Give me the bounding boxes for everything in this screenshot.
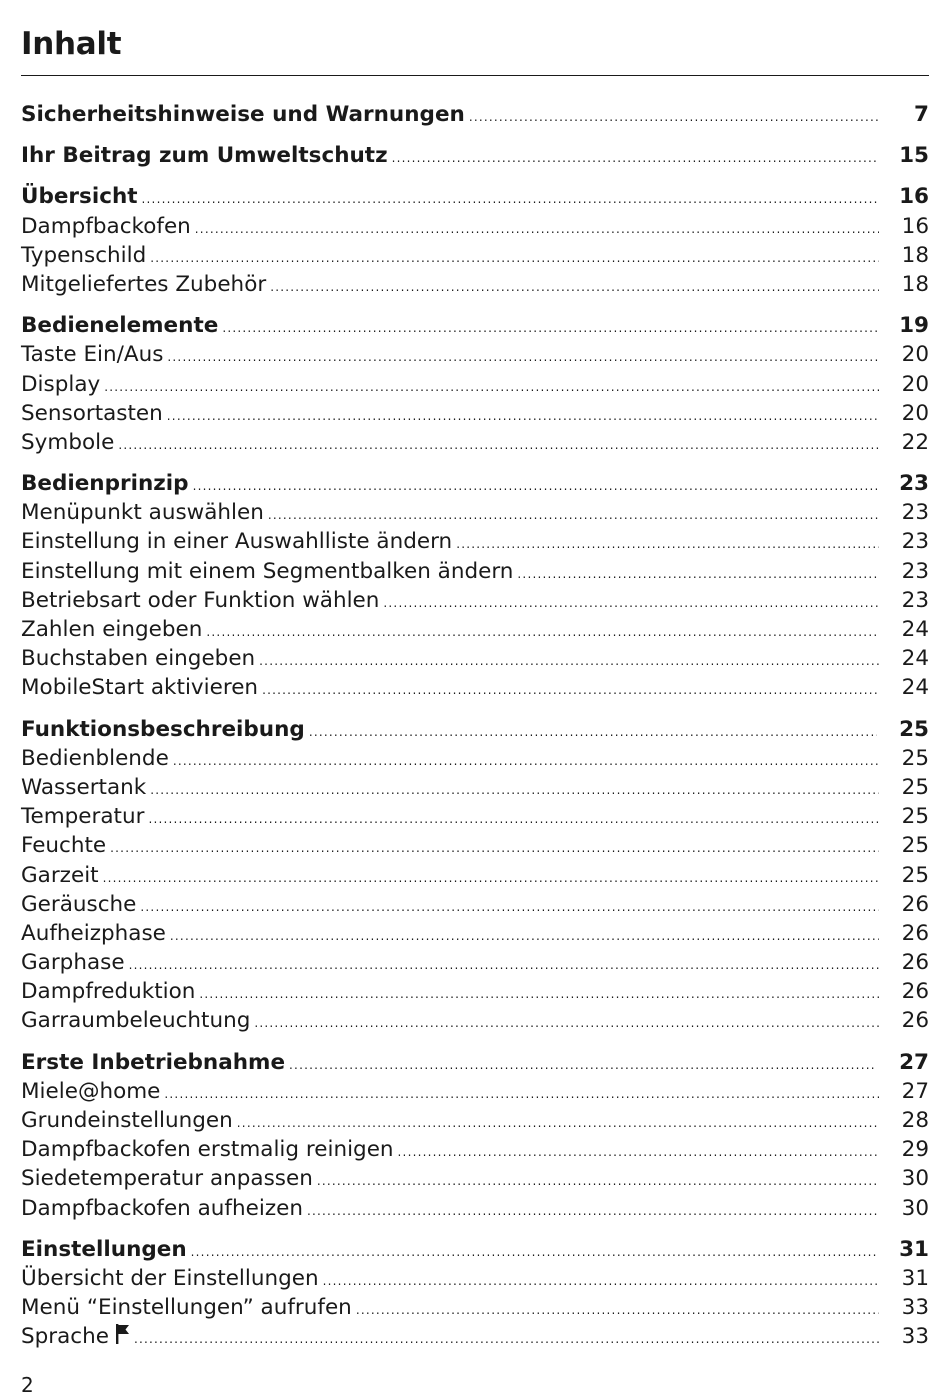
toc-entry-label xyxy=(21,1235,191,1264)
toc-page-number: 23 xyxy=(901,587,929,613)
leader-dots xyxy=(118,431,879,460)
leader-dots xyxy=(237,1109,879,1138)
toc-entry-label xyxy=(21,861,103,890)
toc-page-number: 27 xyxy=(901,1078,929,1104)
toc-page-number: 25 xyxy=(901,833,929,859)
toc-entry[interactable] xyxy=(21,744,929,773)
toc-entry-label xyxy=(21,644,259,673)
toc-page-number: 25 xyxy=(899,716,929,742)
leader-dots xyxy=(140,893,879,922)
leader-dots xyxy=(104,373,879,402)
page-number: 2 xyxy=(21,1373,34,1397)
leader-dots xyxy=(173,747,879,776)
toc-entry-text: Geräusche xyxy=(21,891,137,917)
leader-dots xyxy=(206,618,879,647)
leader-dots xyxy=(469,103,879,132)
leader-dots xyxy=(289,1051,877,1080)
toc-entry-label xyxy=(21,527,456,556)
toc-entry-text: Sprache xyxy=(21,1324,109,1350)
toc-entry-text: Dampfbackofen erstmalig reinigen xyxy=(21,1137,394,1163)
toc-entry-text: MobileStart aktivieren xyxy=(21,675,259,701)
toc-entry-label xyxy=(21,182,142,211)
toc-page-number: 25 xyxy=(901,745,929,771)
toc-section xyxy=(21,1048,929,1223)
toc-entry[interactable] xyxy=(21,1006,929,1035)
toc-entry-label xyxy=(21,890,140,919)
leader-dots xyxy=(167,402,879,431)
toc-section xyxy=(21,311,929,457)
toc-page-number: 29 xyxy=(901,1137,929,1163)
toc-entry[interactable] xyxy=(21,919,929,948)
toc-entry-text: Temperatur xyxy=(21,804,145,830)
toc-entry-text: Ihr Beitrag zum Umweltschutz xyxy=(21,143,388,169)
leader-dots xyxy=(150,244,879,273)
toc-entry-label xyxy=(21,773,150,802)
toc-entry-text: Funktionsbeschreibung xyxy=(21,716,305,742)
toc-entry[interactable] xyxy=(21,527,929,556)
leader-dots xyxy=(110,834,879,863)
toc-entry-label xyxy=(21,469,193,498)
toc-page-number: 33 xyxy=(901,1295,929,1321)
toc-page-number: 28 xyxy=(901,1108,929,1133)
toc-entry[interactable] xyxy=(21,428,929,457)
toc-entry-label xyxy=(21,744,173,773)
toc-page-number: 31 xyxy=(899,1236,929,1262)
leader-dots xyxy=(383,589,879,618)
toc-entry[interactable] xyxy=(21,802,929,831)
toc-entry-text: Betriebsart oder Funktion wählen xyxy=(21,587,380,613)
toc-page-number: 31 xyxy=(901,1265,929,1291)
toc-page-number: 18 xyxy=(901,242,929,268)
leader-dots xyxy=(398,1138,879,1167)
toc-page-number: 23 xyxy=(901,529,929,555)
leader-dots xyxy=(195,215,879,244)
toc-entry-label xyxy=(21,1077,164,1106)
toc-entry-text: Miele@home xyxy=(21,1078,161,1104)
toc-entry[interactable] xyxy=(21,615,929,644)
toc-page-number: 19 xyxy=(899,313,929,339)
toc-entry-label xyxy=(21,1106,237,1135)
toc-entry[interactable] xyxy=(21,399,929,428)
toc-entry-text: Garzeit xyxy=(21,862,99,888)
toc-page-number: 15 xyxy=(899,143,929,169)
toc-entry[interactable] xyxy=(21,498,929,527)
toc-entry-label xyxy=(21,1135,398,1164)
toc-entry-text: Sensortasten xyxy=(21,400,163,426)
toc-entry-text: Menüpunkt auswählen xyxy=(21,500,264,526)
toc-page-number: 30 xyxy=(901,1166,929,1192)
leader-dots xyxy=(148,805,879,834)
toc-entry-label xyxy=(21,340,167,369)
toc-entry-text: Feuchte xyxy=(21,833,107,859)
toc-entry-label xyxy=(21,498,268,527)
toc-entry[interactable] xyxy=(21,370,929,399)
toc-entry-label xyxy=(21,212,195,241)
toc-entry-label xyxy=(21,399,167,428)
toc-entry-label xyxy=(21,615,206,644)
leader-dots xyxy=(268,501,879,530)
leader-dots xyxy=(129,951,879,980)
toc-entry-label xyxy=(21,428,118,457)
leader-dots xyxy=(134,1325,879,1354)
toc-entry-text: Mitgeliefertes Zubehör xyxy=(21,271,267,297)
toc-page-number: 25 xyxy=(901,804,929,830)
toc-entry-text: Display xyxy=(21,371,101,397)
toc-page-number: 23 xyxy=(901,500,929,526)
leader-dots xyxy=(517,560,879,589)
toc-entry-text: Dampfreduktion xyxy=(21,979,196,1005)
toc-entry-text: Erste Inbetriebnahme xyxy=(21,1049,286,1075)
toc-entry-label xyxy=(21,586,383,615)
toc-entry[interactable] xyxy=(21,1106,929,1135)
toc-entry-label xyxy=(21,1322,134,1353)
leader-dots xyxy=(456,530,879,559)
toc-page-number: 25 xyxy=(901,774,929,800)
toc-section-heading[interactable] xyxy=(21,1048,929,1077)
toc-entry-text: Aufheizphase xyxy=(21,920,166,946)
toc-section-heading[interactable] xyxy=(21,141,929,170)
toc-page-number: 16 xyxy=(901,213,929,239)
toc-entry-label xyxy=(21,1006,254,1035)
toc-entry-label xyxy=(21,1048,289,1077)
toc-entry-label xyxy=(21,1264,323,1293)
toc-page-number: 22 xyxy=(901,429,929,455)
toc-page-number: 30 xyxy=(901,1195,929,1221)
toc-entry-label xyxy=(21,715,309,744)
page-title: Inhalt xyxy=(21,26,122,62)
toc-entry-text: Dampfbackofen aufheizen xyxy=(21,1195,303,1221)
toc-page-number: 24 xyxy=(901,646,929,672)
leader-dots xyxy=(307,1197,879,1226)
toc-entry-text: Buchstaben eingeben xyxy=(21,646,256,672)
toc-section xyxy=(21,182,929,299)
toc-entry[interactable] xyxy=(21,1264,929,1293)
toc-entry[interactable] xyxy=(21,270,929,299)
toc-page-number: 26 xyxy=(901,950,929,976)
toc-entry[interactable] xyxy=(21,831,929,860)
toc-entry-text: Einstellung mit einem Segmentbalken ändern xyxy=(21,558,514,584)
toc-entry[interactable] xyxy=(21,644,929,673)
table-of-contents xyxy=(21,100,929,1364)
toc-page-number: 20 xyxy=(901,400,929,426)
toc-entry-label xyxy=(21,311,222,340)
toc-entry-text: Sicherheitshinweise und Warnungen xyxy=(21,102,465,127)
leader-dots xyxy=(259,647,879,676)
toc-entry-text: Übersicht xyxy=(21,184,138,210)
toc-page-number: 23 xyxy=(899,471,929,497)
toc-entry-text: Bedienprinzip xyxy=(21,471,189,497)
leader-dots xyxy=(191,1238,877,1267)
leader-dots xyxy=(270,273,879,302)
toc-entry-text: Taste Ein/Aus xyxy=(21,342,164,368)
toc-entry[interactable] xyxy=(21,241,929,270)
toc-entry-label xyxy=(21,141,392,170)
toc-entry[interactable] xyxy=(21,1322,929,1351)
leader-dots xyxy=(150,776,879,805)
toc-entry-text: Einstellung in einer Auswahlliste ändern xyxy=(21,529,453,555)
toc-section xyxy=(21,469,929,703)
toc-entry-text: Einstellungen xyxy=(21,1236,187,1262)
toc-entry-label xyxy=(21,370,104,399)
toc-entry-text: Dampfbackofen xyxy=(21,213,191,239)
leader-dots xyxy=(309,718,877,747)
toc-entry[interactable] xyxy=(21,1135,929,1164)
toc-page-number: 18 xyxy=(901,271,929,297)
toc-entry-label xyxy=(21,100,469,129)
toc-section-heading[interactable] xyxy=(21,100,929,129)
toc-entry-label xyxy=(21,831,110,860)
toc-section xyxy=(21,1235,929,1352)
toc-section-heading[interactable] xyxy=(21,715,929,744)
toc-page-number: 23 xyxy=(901,558,929,584)
toc-entry-label xyxy=(21,1164,317,1193)
toc-entry-text: Zahlen eingeben xyxy=(21,617,203,642)
toc-entry-text: Bedienblende xyxy=(21,745,169,771)
toc-entry-label xyxy=(21,802,148,831)
toc-page-number: 16 xyxy=(899,184,929,210)
toc-entry-label xyxy=(21,1293,356,1322)
toc-page-number: 33 xyxy=(901,1324,929,1350)
toc-page-number: 20 xyxy=(901,371,929,397)
leader-dots xyxy=(193,472,878,501)
toc-entry-text: Wassertank xyxy=(21,774,147,800)
toc-entry[interactable] xyxy=(21,861,929,890)
toc-section-heading[interactable] xyxy=(21,182,929,211)
leader-dots xyxy=(262,676,879,705)
toc-page-number: 24 xyxy=(901,617,929,642)
flag-icon xyxy=(115,1323,130,1353)
toc-page-number: 26 xyxy=(901,891,929,917)
toc-entry-text: Garraumbeleuchtung xyxy=(21,1008,251,1034)
toc-entry-text: Menü “Einstellungen” aufrufen xyxy=(21,1295,352,1321)
leader-dots xyxy=(323,1267,879,1296)
toc-entry[interactable] xyxy=(21,1077,929,1106)
toc-entry-text: Bedienelemente xyxy=(21,313,219,339)
leader-dots xyxy=(103,864,879,893)
leader-dots xyxy=(167,343,879,372)
toc-page-number: 25 xyxy=(901,862,929,888)
toc-entry-label xyxy=(21,977,199,1006)
leader-dots xyxy=(164,1080,879,1109)
toc-entry[interactable] xyxy=(21,586,929,615)
toc-entry[interactable] xyxy=(21,1293,929,1322)
title-divider xyxy=(21,75,929,76)
toc-section xyxy=(21,715,929,1036)
toc-entry-label xyxy=(21,919,170,948)
toc-entry[interactable] xyxy=(21,673,929,702)
toc-entry[interactable] xyxy=(21,977,929,1006)
leader-dots xyxy=(317,1167,879,1196)
toc-section xyxy=(21,141,929,170)
toc-section xyxy=(21,100,929,129)
toc-entry[interactable] xyxy=(21,1164,929,1193)
toc-entry-text: Symbole xyxy=(21,429,115,455)
toc-page-number: 26 xyxy=(901,1008,929,1034)
toc-entry-text: Grundeinstellungen xyxy=(21,1108,233,1133)
toc-section-heading[interactable] xyxy=(21,469,929,498)
toc-entry-text: Garphase xyxy=(21,950,125,976)
toc-entry-label xyxy=(21,948,129,977)
toc-page-number: 24 xyxy=(901,675,929,701)
leader-dots xyxy=(254,1009,879,1038)
toc-entry[interactable] xyxy=(21,948,929,977)
leader-dots xyxy=(222,314,877,343)
toc-entry-text: Übersicht der Einstellungen xyxy=(21,1265,319,1291)
toc-page-number: 27 xyxy=(899,1049,929,1075)
toc-entry-label xyxy=(21,1194,307,1223)
toc-entry-label xyxy=(21,241,150,270)
toc-entry-label xyxy=(21,270,270,299)
toc-page-number: 26 xyxy=(901,920,929,946)
toc-entry-label xyxy=(21,557,517,586)
toc-entry[interactable] xyxy=(21,773,929,802)
leader-dots xyxy=(170,922,879,951)
toc-section-heading[interactable] xyxy=(21,311,929,340)
toc-entry[interactable] xyxy=(21,1194,929,1223)
toc-page-number: 26 xyxy=(901,979,929,1005)
toc-page-number: 7 xyxy=(914,102,929,127)
leader-dots xyxy=(356,1296,879,1325)
toc-page-number: 20 xyxy=(901,342,929,368)
toc-entry[interactable] xyxy=(21,890,929,919)
leader-dots xyxy=(199,980,879,1009)
toc-entry[interactable] xyxy=(21,340,929,369)
toc-entry-text: Siedetemperatur anpassen xyxy=(21,1166,313,1192)
toc-section-heading[interactable] xyxy=(21,1235,929,1264)
toc-entry[interactable] xyxy=(21,557,929,586)
toc-entry-label xyxy=(21,673,262,702)
toc-entry-text: Typenschild xyxy=(21,242,147,268)
leader-dots xyxy=(142,185,878,214)
toc-entry[interactable] xyxy=(21,212,929,241)
leader-dots xyxy=(392,144,877,173)
